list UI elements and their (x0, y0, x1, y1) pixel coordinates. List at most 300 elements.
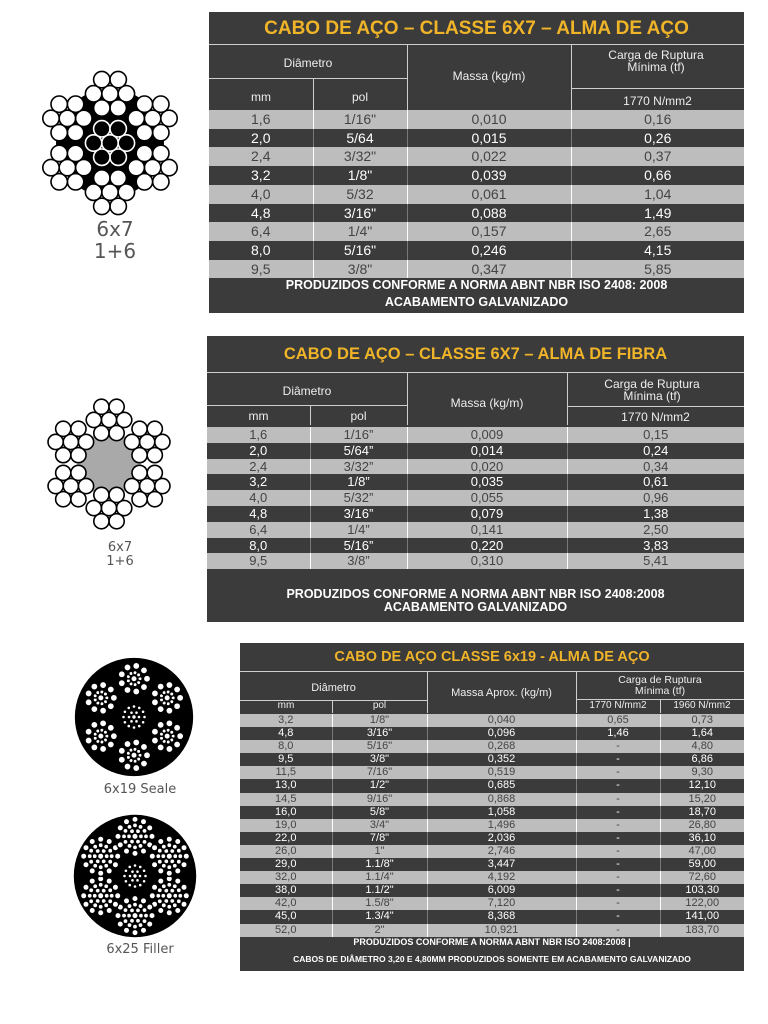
wire (181, 901, 187, 907)
wire (167, 843, 172, 848)
table1-carga-rule (571, 88, 744, 89)
cell-mm: 8,0 (249, 537, 268, 553)
cell-carga-1770: 1,04 (571, 185, 744, 204)
table3-header-diametro: Diâmetro (311, 682, 356, 694)
wire (118, 747, 125, 754)
outer-strand-wire (94, 170, 110, 186)
wire (158, 878, 164, 884)
cell-massa: 0,352 (427, 753, 576, 766)
wire (133, 885, 137, 889)
wire (110, 694, 117, 701)
cell-massa: 3,447 (427, 858, 576, 871)
wire (175, 838, 181, 844)
outer-strand-wire (132, 465, 147, 480)
cell-carga-1770: - (576, 766, 660, 779)
outer-strand-wire (153, 145, 169, 161)
cell-mm: 2,4 (249, 458, 268, 474)
wire (183, 893, 189, 899)
cell-carga-1770: - (576, 740, 660, 753)
table-row (207, 443, 744, 459)
outer-strand-wire (71, 448, 86, 463)
table3-header-carga: Carga de Ruptura Mínima (tf) (618, 674, 702, 697)
outer-strand-wire (71, 465, 86, 480)
wire (149, 853, 155, 859)
wire (178, 893, 183, 898)
wire (98, 904, 103, 909)
outer-strand-wire (110, 100, 126, 116)
table1-body (209, 110, 744, 278)
cell-carga-1770: 0,26 (571, 129, 744, 148)
cell-carga-1770: - (576, 793, 660, 806)
cell-carga-1770: - (576, 924, 660, 937)
outer-strand-wire (56, 421, 71, 436)
wire (140, 818, 146, 824)
wire (98, 843, 103, 848)
cell-carga-1960: 26,80 (660, 819, 744, 832)
cell-pol: 1/4” (310, 522, 407, 538)
table1-header-diametro: Diâmetro (283, 56, 333, 70)
wire (112, 901, 118, 907)
cell-carga-1770: - (576, 845, 660, 858)
cell-carga-1770: 0,34 (567, 459, 744, 475)
wire (166, 870, 172, 876)
wire (87, 854, 92, 859)
cell-carga-1770: 4,15 (571, 241, 744, 260)
cell-mm: 3,2 (249, 474, 268, 490)
cell-mm: 45,0 (275, 910, 297, 923)
cell-pol: 3/16" (332, 727, 427, 740)
wire (100, 745, 107, 752)
wire (136, 673, 140, 677)
wire (143, 752, 150, 759)
cell-massa: 0,868 (427, 793, 576, 806)
wire (149, 893, 155, 899)
table1-header-carga: Carga de Ruptura Mínima (tf) (608, 48, 704, 74)
cell-carga-1770: - (576, 897, 660, 910)
wire (123, 927, 129, 933)
wire (133, 864, 137, 868)
wire (89, 907, 95, 913)
table-row (240, 832, 744, 845)
wire (141, 720, 145, 724)
wire (133, 662, 140, 669)
cell-carga-1770: - (576, 819, 660, 832)
wire (100, 681, 107, 688)
rope-6x25-filler-illustration (50, 812, 220, 942)
outer-strand-wire (136, 145, 152, 161)
table2-header-pol: pol (350, 409, 367, 423)
cell-massa: 0,035 (407, 474, 567, 490)
wire (122, 715, 126, 719)
wire (136, 878, 140, 882)
wire (167, 882, 172, 887)
wire (89, 878, 95, 884)
table-row (240, 740, 744, 753)
wire (100, 720, 107, 727)
cell-carga-1960: 141,00 (660, 910, 744, 923)
rope2-caption-line2: 1+6 (106, 554, 134, 569)
cell-carga-1960: 9,30 (660, 766, 744, 779)
wire (170, 692, 174, 696)
wire (175, 878, 181, 884)
cell-carga-1770: - (576, 832, 660, 845)
table1-diametro-rule (209, 78, 407, 79)
table2-footer-line1: PRODUZIDOS CONFORME A NORMA ABNT NBR ISO 2408:2008 (286, 587, 665, 601)
wire (132, 816, 138, 822)
cell-massa: 0,096 (427, 727, 576, 740)
cell-mm: 11,5 (275, 766, 297, 779)
table2-header-mm: mm (248, 409, 269, 423)
wire (83, 884, 89, 890)
outer-strand-wire (110, 170, 126, 186)
cell-massa: 0,268 (427, 740, 576, 753)
outer-strand-wire (67, 124, 83, 140)
wire (91, 683, 98, 690)
table2-carga-rule (567, 406, 744, 407)
cell-carga-1960: 72,60 (660, 871, 744, 884)
cell-pol: 3/4" (332, 819, 427, 832)
cell-massa: 0,020 (407, 459, 567, 475)
cell-pol: 3/16" (313, 204, 407, 223)
cell-pol: 1.5/8" (332, 897, 427, 910)
cell-mm: 13,0 (275, 779, 297, 792)
cell-mm: 22,0 (275, 831, 297, 844)
table1-header-pol: pol (351, 90, 368, 104)
cell-massa: 7,120 (427, 897, 576, 910)
table3-header-1770: 1770 N/mm2 (589, 700, 647, 711)
wire (175, 907, 181, 913)
cell-mm: 6,4 (251, 223, 271, 240)
outer-strand-wire (153, 174, 169, 190)
cell-carga-1960: 59,00 (660, 858, 744, 871)
table-row (207, 490, 744, 506)
cell-mm: 8,0 (278, 740, 294, 753)
table-row (240, 766, 744, 779)
wire (107, 703, 114, 710)
outer-strand-wire (56, 465, 71, 480)
outer-strand-wire (67, 96, 83, 112)
wire (151, 690, 158, 697)
cell-carga-1770: - (576, 858, 660, 871)
cell-massa: 0,015 (407, 129, 571, 148)
wire (118, 756, 125, 763)
cell-pol: 5/16" (313, 241, 407, 260)
wire (137, 724, 141, 728)
wire (112, 862, 118, 868)
cell-pol: 5/16" (332, 740, 427, 753)
wire (123, 710, 127, 714)
wire (174, 703, 181, 710)
outer-strand-wire (109, 514, 124, 529)
cell-mm: 4,0 (251, 185, 271, 202)
table2-header-carga: Carga de Ruptura Mínima (tf) (604, 377, 700, 403)
table-6x7-fiber-core (207, 336, 744, 622)
wire (103, 730, 107, 734)
rope3-caption: 6x19 Seale (103, 782, 177, 797)
wire (132, 726, 136, 730)
outer-strand-wire (110, 71, 126, 87)
wire (124, 686, 131, 693)
outer-strand-wire (132, 421, 147, 436)
table-row (240, 727, 744, 740)
cell-massa: 0,009 (407, 427, 567, 443)
wire (166, 910, 172, 916)
cell-massa: 0,039 (407, 166, 571, 185)
cell-massa: 4,192 (427, 871, 576, 884)
table1-header-1770: 1770 N/mm2 (623, 94, 692, 108)
cell-pol: 5/32 (313, 185, 407, 204)
wire (132, 895, 138, 901)
outer-strand-wire (71, 421, 86, 436)
cell-mm: 4,8 (278, 727, 294, 740)
cell-pol: 1.1/8" (332, 858, 427, 871)
wire (137, 706, 141, 710)
wire (106, 868, 112, 874)
wire (124, 869, 128, 873)
wire (174, 686, 181, 693)
cell-mm: 3,2 (251, 167, 271, 184)
rope-6x19-seale-illustration (54, 655, 214, 780)
cell-carga-1960: 183,70 (660, 924, 744, 937)
cell-carga-1770: 0,15 (567, 427, 744, 443)
cell-carga-1770: 1,46 (576, 727, 660, 740)
cell-massa: 1,496 (427, 819, 576, 832)
cell-massa: 0,040 (427, 714, 576, 727)
table-row (209, 260, 744, 279)
outer-strand-wire (94, 487, 109, 502)
cell-massa: 0,246 (407, 241, 571, 260)
outer-strand-wire (67, 174, 83, 190)
wire (178, 854, 183, 859)
wire (181, 862, 187, 868)
table-row (209, 204, 744, 223)
outer-strand-wire (94, 71, 110, 87)
core-strand-wire (110, 149, 126, 165)
cell-carga-1960: 47,00 (660, 845, 744, 858)
table-row (209, 185, 744, 204)
rope2-caption-line1: 6x7 (107, 540, 133, 555)
outer-strand-wire (110, 198, 126, 214)
wire (132, 715, 137, 720)
wire (115, 893, 121, 899)
table2-header-1770: 1770 N/mm2 (621, 410, 690, 424)
wire (149, 833, 155, 839)
table3-header-pol: pol (372, 700, 387, 711)
table-row (207, 538, 744, 554)
cell-massa: 0,010 (407, 110, 571, 129)
outer-strand-wire (136, 96, 152, 112)
wire (128, 865, 132, 869)
wire (177, 733, 184, 740)
wire (177, 694, 184, 701)
cell-carga-1770: 0,65 (576, 714, 660, 727)
wire (157, 683, 164, 690)
cell-pol: 3/32" (313, 147, 407, 166)
wire (124, 879, 128, 883)
outer-strand-wire (94, 399, 109, 414)
wire (140, 760, 147, 767)
cell-carga-1770: - (576, 884, 660, 897)
wire (83, 862, 89, 868)
wire (133, 874, 138, 879)
cell-mm: 14,5 (275, 792, 297, 805)
cell-carga-1770: - (576, 910, 660, 923)
table-row (240, 819, 744, 832)
wire (181, 845, 187, 851)
table-row (240, 753, 744, 766)
cell-pol: 1/16" (313, 110, 407, 129)
wire (103, 692, 107, 696)
table-row (240, 884, 744, 897)
table-6x19-steel-core (240, 643, 744, 971)
cell-pol: 1.1/2" (332, 884, 427, 897)
cell-carga-1770: 2,65 (571, 222, 744, 241)
core-strand-wire (110, 121, 126, 137)
table2-title: CABO DE AÇO – CLASSE 6X7 – ALMA DE FIBRA (283, 345, 668, 363)
cell-pol: 5/32” (310, 490, 407, 506)
wire (133, 688, 140, 695)
cell-carga-1770: 0,37 (571, 147, 744, 166)
table1-header-mm: mm (251, 90, 271, 104)
cell-massa: 0,022 (407, 147, 571, 166)
wire (91, 721, 98, 728)
wire (170, 730, 174, 734)
table-row (240, 714, 744, 727)
cell-carga-1960: 36,10 (660, 832, 744, 845)
wire (123, 848, 129, 854)
wire (130, 711, 134, 715)
wire (130, 719, 134, 723)
wire (142, 879, 146, 883)
wire (136, 870, 140, 874)
table3-header-massa: Massa Aprox. (kg/m) (451, 687, 552, 699)
rope4-caption: 6x25 Filler (106, 942, 174, 957)
table1-title: CABO DE AÇO – CLASSE 6X7 – ALMA DE AÇO (264, 18, 689, 39)
table-row (207, 459, 744, 475)
table-row (207, 522, 744, 538)
wire (166, 836, 172, 842)
table2-footer-line2: ACABAMENTO GALVANIZADO (383, 600, 568, 614)
wire (140, 743, 147, 750)
cell-pol: 5/16” (310, 538, 407, 554)
table-row (209, 129, 744, 148)
table1-header-top-rule (209, 44, 744, 45)
cell-massa: 0,088 (407, 204, 571, 223)
wire (121, 834, 126, 839)
cell-pol: 1.1/4" (332, 871, 427, 884)
table-row (209, 222, 744, 241)
wire (140, 683, 147, 690)
outer-strand-wire (109, 399, 124, 414)
wire (143, 715, 147, 719)
wire (91, 744, 98, 751)
table2-header-massa: Massa (kg/m) (450, 396, 524, 410)
wire (181, 884, 187, 890)
wire (138, 883, 142, 887)
cell-pol: 7/16" (332, 766, 427, 779)
cell-mm: 3,2 (278, 714, 294, 726)
wire (151, 862, 157, 868)
cell-pol: 5/64” (310, 443, 407, 459)
cell-pol: 9/16" (332, 793, 427, 806)
wire (131, 878, 135, 882)
wire (183, 853, 189, 859)
wire (106, 878, 112, 884)
outer-strand-wire (153, 124, 169, 140)
wire (147, 904, 153, 910)
wire (121, 913, 126, 918)
wire (98, 882, 103, 887)
table-row (240, 793, 744, 806)
wire (89, 868, 95, 874)
cell-pol: 1/8" (313, 166, 407, 185)
wire (100, 707, 107, 714)
cell-carga-1770: - (576, 806, 660, 819)
wire (135, 711, 139, 715)
wire (127, 724, 131, 728)
cell-pol: 3/32” (310, 459, 407, 475)
wire (156, 854, 161, 859)
wire (166, 745, 173, 752)
cell-pol: 1/16” (310, 427, 407, 443)
rope1-caption-line1: 6x7 (96, 217, 134, 241)
wire (115, 853, 121, 859)
cell-carga-1770: 1,49 (571, 204, 744, 223)
wire (140, 667, 147, 674)
rope2-caption (90, 541, 150, 569)
wire (151, 845, 157, 851)
cell-pol: 3/8" (313, 260, 407, 279)
cell-pol: 1/2" (332, 779, 427, 792)
cell-pol: 1.3/4" (332, 910, 427, 923)
table-row (209, 110, 744, 129)
wire (132, 823, 137, 828)
wire (166, 720, 173, 727)
wire (151, 699, 158, 706)
wire (137, 715, 141, 719)
table2-body (207, 427, 744, 569)
table-row (209, 241, 744, 260)
wire (144, 874, 148, 878)
cell-massa: 2,036 (427, 832, 576, 845)
wire (91, 706, 98, 713)
wire (131, 870, 135, 874)
cell-massa: 0,079 (407, 506, 567, 522)
cell-mm: 6,4 (249, 521, 268, 537)
table2-header-top-rule (207, 372, 744, 373)
cell-pol: 3/16” (310, 506, 407, 522)
table-row (240, 910, 744, 923)
cell-carga-1960: 18,70 (660, 806, 744, 819)
wire (151, 737, 158, 744)
wire (151, 728, 158, 735)
cell-massa: 0,141 (407, 522, 567, 538)
wire (147, 825, 153, 831)
wire (87, 893, 92, 898)
wire (106, 907, 112, 913)
wire (127, 715, 131, 719)
cell-carga-1770: 0,16 (571, 110, 744, 129)
outer-strand-wire (51, 145, 67, 161)
wire (135, 719, 139, 723)
cell-carga-1960: 1,64 (660, 727, 744, 740)
wire (118, 671, 125, 678)
wire (117, 921, 123, 927)
wire (136, 749, 140, 753)
table-6x7-steel-core (209, 12, 744, 313)
cell-carga-1960: 4,80 (660, 740, 744, 753)
wire (98, 870, 104, 876)
